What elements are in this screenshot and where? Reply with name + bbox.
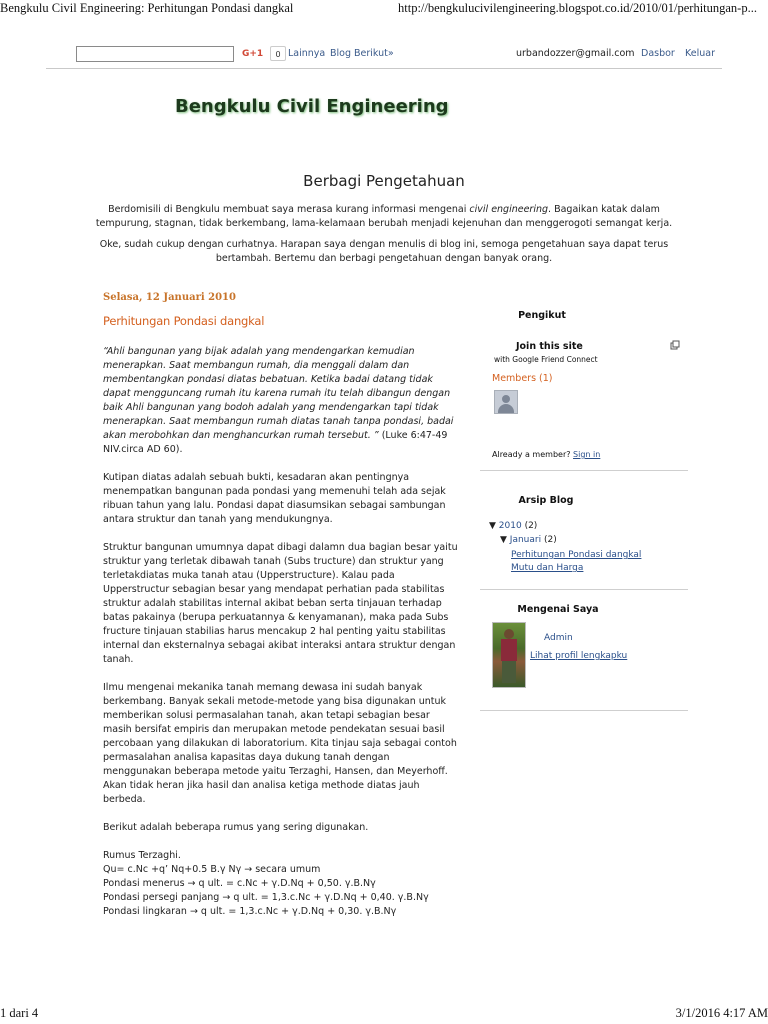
blog-description-p1: Berdomisili di Bengkulu membuat saya merasa kurang informasi mengenai civil engineering. Bagaikan katak dalam tempurung, stagnan, tidak berkembang, lama-kelamaan berubah menjadi kejenuhan dan menggerogoti semangat kerja. (95, 204, 673, 229)
archive-month-row: ▼ Januari (2) (500, 535, 557, 545)
collapse-triangle-icon[interactable]: ▼ (489, 521, 496, 531)
blog-search-input[interactable] (76, 46, 234, 62)
blog-description-p2: Oke, sudah cukup dengan curhatnya. Harapan saya dengan menulis di blog ini, semoga pengetahuan saya dapat terus bertambah. Bertemu dan berbagi pengetahuan dengan banyak orang. (99, 239, 669, 264)
about-widget (480, 590, 688, 711)
gplus-count: 0 (270, 46, 286, 61)
archive-year-link[interactable]: 2010 (498, 521, 522, 531)
gplus-button[interactable]: G+1 (242, 49, 264, 59)
formula-line: Pondasi lingkaran → q ult. = 1,3.c.Nc + γ.D.Nq + 0,30. γ.B.Nγ (103, 906, 397, 917)
print-timestamp: 3/1/2016 4:17 AM (675, 1006, 768, 1020)
followers-title: Pengikut (518, 310, 566, 321)
sidebar (480, 300, 688, 711)
blog-subtitle: Berbagi Pengetahuan (303, 172, 465, 190)
formula-line: Pondasi menerus → q ult. = c.Nc + γ.D.Nq + 0,50. γ.B.Nγ (103, 878, 376, 889)
blog-description (84, 203, 684, 273)
print-page-number: 1 dari 4 (0, 1006, 39, 1020)
next-blog-link[interactable]: Blog Berikut» (330, 48, 394, 59)
expand-icon[interactable] (670, 340, 680, 350)
logout-link[interactable]: Keluar (685, 48, 715, 59)
archive-month-link[interactable]: Januari (509, 535, 542, 545)
formula-title: Rumus Terzaghi. (103, 850, 181, 861)
post-quote: “Ahli bangunan yang bijak adalah yang mendengarkan kemudian menerapkan. Saat membangun rumah, dia menggali dalam dan membentangkan pondasi diatas bebatuan. Ketika badai datang tidak dapat mengguncang rumah itu karena rumah itu telah dibangun dengan baik Ahli bangunan yang bodoh adalah yang mendengarkan tapi tidak menerapkan. Saat membangun rumah diatas tanah tanpa pondasi, badai akan merobohkan dan menghancurkan rumah tersebut. ” (Luke 6:47-49 NIV.circa AD 60). (103, 346, 454, 455)
formula-line: Pondasi persegi panjang → q ult. = 1,3.c.Nc + γ.D.Nq + 0,40. γ.B.Nγ (103, 892, 429, 903)
view-profile-link[interactable]: Lihat profil lengkapku (530, 651, 628, 661)
post-title[interactable]: Perhitungan Pondasi dangkal (103, 314, 265, 328)
dashboard-link[interactable]: Dasbor (641, 48, 675, 59)
post-paragraph: Kutipan diatas adalah sebuah bukti, kesadaran akan pentingnya menempatkan bangunan pada pondasi yang memenuhi telah ada sejak ribuan tahun yang lalu. Pondasi dapat diasumsikan sebagai sambungan antara struktur dan tanah yang mendukungnya. (103, 472, 446, 525)
print-footer (0, 1006, 768, 1024)
already-member-row: Already a member? Sign in (492, 450, 601, 459)
print-page-url: http://bengkulucivilengineering.blogspot.co.id/2010/01/perhitungan-p... (398, 1, 757, 15)
profile-name-link[interactable]: Admin (544, 633, 573, 643)
print-header (0, 0, 768, 18)
sign-in-link[interactable]: Sign in (573, 450, 601, 459)
formula-line: Qu= c.Nc +q’ Nq+0.5 B.γ Nγ → secara umum (103, 864, 321, 875)
archive-title: Arsip Blog (518, 495, 574, 506)
collapse-triangle-icon[interactable]: ▼ (500, 535, 507, 545)
user-email: urbandozzer@gmail.com (516, 48, 635, 59)
member-avatar[interactable] (494, 390, 518, 414)
blogger-navbar (46, 42, 722, 69)
gfc-join-button[interactable]: Join this site (516, 341, 583, 352)
gfc-label: with Google Friend Connect (494, 355, 598, 364)
post-main (103, 292, 458, 919)
about-title: Mengenai Saya (517, 604, 599, 615)
more-menu-link[interactable]: Lainnya (288, 48, 326, 59)
post-paragraph: Berikut adalah beberapa rumus yang sering digunakan. (103, 822, 369, 833)
archive-widget (480, 471, 688, 590)
post-paragraph: Struktur bangunan umumnya dapat dibagi dalamn dua bagian besar yaitu struktur yang terletak dibawah tanah (Subs tructure) dan struktur yang terletakdiatas muka tanah atau (Upperstructure). Kalau pada Upperstructur sebagian besar yang mendapat perhatian pada stabilitas struktur adalah stabilitas internal akibat beban serta tinjauan terhadap batas pakainya (berupa perkuatannya & kenyamanan), maka pada Subs fructure tinjauan stabilias harus mencakup 2 hal penting yaitu stabilitas internal dan eksternalnya sebagai akibat interaksi antara struktur dengan tanah. (103, 542, 458, 665)
archive-post-link[interactable]: Perhitungan Pondasi dangkal (511, 550, 642, 560)
archive-post-link[interactable]: Mutu dan Harga (511, 563, 584, 573)
members-count[interactable]: Members (1) (492, 373, 553, 384)
archive-year-row: ▼ 2010 (2) (489, 521, 538, 531)
post-paragraph: Ilmu mengenai mekanika tanah memang dewasa ini sudah banyak berkembang. Banyak sekali metode-metode yang bisa digunakan untuk memberikan solusi permasalahan tanah, akan tetapi sebagian besar masih bersifat empiris dan merupakan metode pendekatan sesuai basil percobaan yang dilakukan di laboratorium. Kita tinjau saja sebagai contoh permasalahan analisa kapasitas daya dukung tanah dengan menggunakan beberapa metode yaitu Terzaghi, Hansen, dan Meyerhoff. Akan tidak heran jika hasil dan analisa ketiga methode diatas jauh berbeda. (103, 682, 457, 805)
post-body (103, 345, 458, 919)
post-date: Selasa, 12 Januari 2010 (103, 292, 236, 303)
print-page-title: Bengkulu Civil Engineering: Perhitungan Pondasi dangkal (0, 1, 294, 15)
blog-title[interactable]: Bengkulu Civil Engineering (175, 96, 449, 117)
followers-widget (480, 300, 688, 471)
